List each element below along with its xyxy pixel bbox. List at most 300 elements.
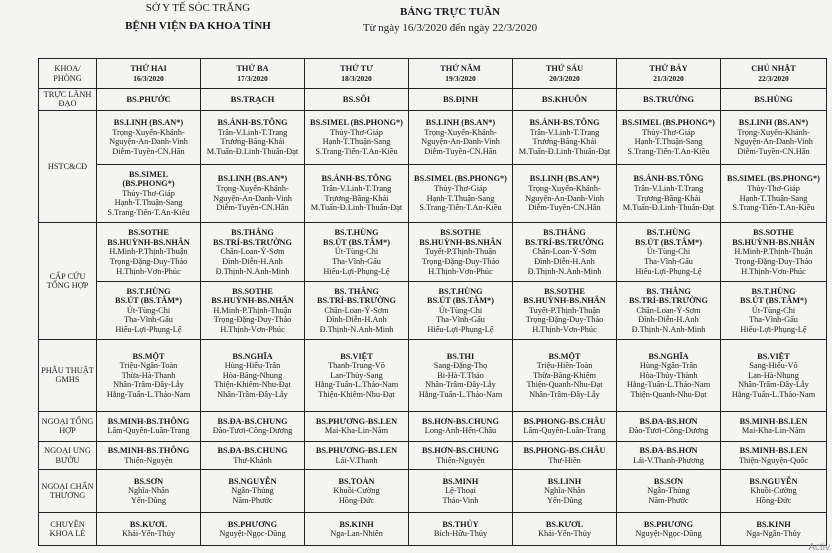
doctor-name: BS.ÁNH-BS.TÔNG: [633, 174, 704, 184]
staff-names: Thư-Khánh: [233, 455, 272, 465]
doctor-name: BS.T.HÙNG: [126, 286, 171, 296]
doctor-name: BS.HUỲNH-BS.NHÂN: [732, 237, 815, 247]
staff-names: Trân-V.Linh-T.Trang: [633, 184, 704, 194]
duty-cell: [513, 89, 617, 111]
doctor-name: BS.NGUYỄN: [749, 476, 798, 486]
duty-cell: [97, 470, 201, 513]
staff-names: Chăn-Loan-Ý-Sơm: [532, 247, 597, 257]
staff-names: Thủy-Thơ-Giáp: [642, 127, 695, 137]
staff-names: Nguyện-An-Danh-Vinh: [421, 137, 500, 147]
doctor-name: BS.SOTHE: [440, 228, 481, 238]
staff-names: Thủy-Thơ-Giáp: [747, 184, 800, 194]
department-label: CẤP CỨU TỔNG HỢP: [39, 223, 97, 340]
doctor-name: BS.MINH-BS.THÔNG: [107, 416, 190, 426]
staff-names: Triệu-Hiền-Toàn: [536, 361, 593, 371]
staff-names: Hiếu-Lợi-Phụng-Lệ: [115, 324, 182, 334]
duty-cell: [721, 223, 827, 281]
doctor-name: BS.NGHĨA: [648, 351, 689, 361]
day-header: [617, 59, 721, 89]
staff-names: Hạnh-T.Thuận-Sang: [426, 193, 495, 203]
corner-label: KHOA/ PHÒNG: [39, 59, 97, 89]
roster-row: [39, 340, 827, 411]
staff-names: Nguyện-An-Danh-Vinh: [213, 193, 292, 203]
duty-cell: [409, 442, 513, 470]
staff-names: Nga-Lan-Nhiên: [330, 529, 383, 539]
staff-names: Hằng-Tuấn-L.Thảo-Nam: [106, 389, 191, 399]
doctor-name: BS.ÚT (BS.TÂM*): [427, 296, 494, 306]
staff-names: Út-Tùng-Chi: [334, 247, 379, 257]
duty-cell: [305, 89, 409, 111]
staff-names: Lâm-Quyên-Luân-Trang: [107, 426, 190, 436]
doctor-name: BS.T.HÙNG: [334, 228, 379, 238]
staff-names: Hùng-Ngân-Trân: [639, 361, 698, 371]
staff-names: Hằng-Tuấn-L.Thảo-Nam: [314, 380, 399, 390]
staff-names: Chăn-Loan-Ý-Sơm: [636, 305, 701, 315]
doctor-name: BS.ĐA-BS.CHUNG: [217, 416, 288, 426]
duty-cell: [617, 89, 721, 111]
day-date: 20/3/2020: [549, 73, 580, 83]
staff-names: Tha-Vĩnh-Gấu: [332, 256, 381, 266]
staff-names: Khải-Yến-Thủy: [122, 529, 175, 539]
doctor-name: BS.SIMEL (BS.PHONG*): [310, 118, 403, 128]
doctor-name: BS. THẮNG: [334, 286, 379, 296]
staff-names: M.Tuấn-Đ.Linh-Thuấn-Đạt: [622, 203, 715, 213]
day-header: [97, 59, 201, 89]
staff-names: Trọng-Đặng-Duy-Thảo: [421, 256, 500, 266]
duty-cell: [617, 470, 721, 513]
duty-cell: [201, 281, 305, 339]
staff-names: Ngân-Thủng: [231, 486, 274, 496]
staff-names: Khải-Yến-Thủy: [538, 529, 591, 539]
staff-names: Tha-Vĩnh-Gấu: [124, 315, 173, 325]
staff-names: Lâm-Quyên-Luân-Trang: [523, 426, 606, 436]
duty-cell: [305, 411, 409, 441]
doctor-name: BS.ÚT (BS.TÂM*): [115, 296, 182, 306]
staff-names: Trọng-Xuyến-Khánh-: [216, 184, 289, 194]
duty-cell: [513, 470, 617, 513]
duty-cell: [201, 110, 305, 164]
duty-cell: [513, 340, 617, 411]
doctor-name: BS.KƯƠL: [545, 519, 584, 529]
duty-cell: [513, 281, 617, 339]
doctor-name: BS.TRƯỜNG: [642, 93, 694, 104]
day-date: 16/3/2020: [133, 73, 164, 83]
staff-names: Hằng-Tuấn-L.Thảo-Nam: [731, 389, 816, 399]
staff-names: Tha-Vĩnh-Gấu: [436, 315, 485, 325]
department-label: NGOẠI UNG BƯỚU: [39, 442, 97, 470]
duty-cell: [97, 223, 201, 281]
doctor-name: BS.HUỲNH-BS.NHÂN: [419, 237, 502, 247]
day-date: 17/3/2020: [237, 73, 268, 83]
staff-names: Lệ-Thoại: [445, 486, 476, 496]
roster-row: [39, 442, 827, 470]
date-range: Từ ngày 16/3/2020 đến ngày 22/3/2020: [362, 22, 538, 34]
staff-names: Út-Tùng-Chi: [126, 305, 171, 315]
staff-names: H.Thịnh-Vơn-Phúc: [220, 324, 285, 334]
doctor-name: BS.SOTHE: [232, 286, 273, 296]
staff-names: M.Tuấn-Đ.Linh-Thuấn-Đạt: [518, 146, 611, 156]
staff-names: Bích-Hữu-Thủy: [433, 529, 488, 539]
staff-names: M.Tuấn-Đ.Linh-Thuấn-Đạt: [206, 146, 299, 156]
staff-names: Út-Tùng-Chi: [751, 305, 796, 315]
staff-names: Hạnh-T.Thuận-Sang: [739, 193, 808, 203]
staff-names: Đ.Thịnh-N.Anh-Minh: [319, 324, 394, 334]
staff-names: Thủy-Thơ-Giáp: [122, 188, 175, 198]
day-name: THỨ TƯ: [340, 63, 373, 73]
duty-cell: [305, 281, 409, 339]
doctor-name: BS.TRÍ-BS.TRƯỜNG: [629, 296, 708, 306]
staff-names: Hằng-Tuấn-L.Thảo-Nam: [418, 389, 503, 399]
staff-names: Diễm-Tuyền-CN.Hân: [112, 146, 185, 156]
staff-names: Lái-V.Thanh: [335, 455, 378, 465]
doctor-name: BS.HƠN-BS.CHUNG: [422, 416, 499, 426]
doctor-name: BS.MINH-BS.LEN: [739, 445, 808, 455]
doctor-name: BS.HUỲNH-BS.NHÂN: [523, 296, 606, 306]
staff-names: Trân-V.Linh-T.Trang: [321, 184, 392, 194]
roster-row: [39, 513, 827, 546]
doctor-name: BS.SIMEL (BS.PHONG*): [414, 174, 507, 184]
doctor-name: BS.PHƯƠNG: [227, 519, 278, 529]
duty-cell: [201, 470, 305, 513]
doctor-name: BS.ÁNH-BS.TÔNG: [217, 118, 288, 128]
duty-cell: [409, 110, 513, 164]
duty-cell: [305, 470, 409, 513]
doctor-name: BS.LINH (BS.AN*): [425, 118, 496, 128]
doctor-name: BS.SƠN: [133, 476, 164, 486]
staff-names: Nhân-Trâm-Đây-Lẫy: [217, 389, 288, 399]
department-label: TRỰC LÃNH ĐẠO: [39, 89, 97, 111]
doctor-name: BS.SIMEL (BS.PHONG*): [622, 118, 715, 128]
staff-names: Út-Tùng-Chi: [646, 247, 691, 257]
staff-names: Nga-Ngân-Thủy: [746, 529, 801, 539]
doctor-name: BS.LINH: [547, 476, 582, 486]
duty-cell: [201, 442, 305, 470]
staff-names: S.Trang-Tiến-T.An-Kiều: [627, 146, 710, 156]
doctor-name: BS.THỦY: [442, 519, 479, 529]
doctor-name: BS.SOTHE: [544, 286, 585, 296]
duty-roster-table: [38, 58, 827, 546]
staff-names: Nguyệt-Ngọc-Dũng: [219, 529, 286, 539]
day-header: [201, 59, 305, 89]
doctor-name: BS.HƠN-BS.CHUNG: [422, 445, 499, 455]
staff-names: Mai-Kha-Lin-Năm: [324, 426, 389, 436]
staff-names: Đình-Diễn-H.Anh: [222, 256, 283, 266]
staff-names: Khuồi-Cường: [750, 486, 797, 496]
day-date: 22/3/2020: [758, 73, 789, 83]
doctor-name: BS.MINH: [442, 476, 479, 486]
staff-names: Thiện-Nguyện-Quốc: [738, 455, 809, 465]
doctor-name: (BS.PHONG*): [122, 179, 175, 189]
doctor-name: BS.LINH (BS.AN*): [113, 118, 184, 128]
doctor-name: BS.THẮNG: [543, 228, 586, 238]
roster-row: [39, 470, 827, 513]
staff-names: Thừa-Hà-Thanh: [121, 370, 176, 380]
duty-cell: [305, 513, 409, 546]
staff-names: Năm-Phước: [648, 496, 689, 506]
staff-names: Trọng-Đặng-Duy-Thảo: [109, 256, 188, 266]
staff-names: Thừa-Băng-Khiêm: [532, 370, 597, 380]
staff-names: Lan-Hà-Nhung: [748, 370, 799, 380]
staff-names: Nghĩa-Nhân: [127, 486, 169, 496]
staff-names: Thiện-Nguyện: [436, 455, 485, 465]
doctor-name: BS.SOTHE: [128, 228, 169, 238]
duty-cell: [617, 340, 721, 411]
doctor-name: BS.ÚT (BS.TÂM*): [323, 237, 390, 247]
staff-names: Hằng-Tuấn-L.Thảo-Nam: [626, 380, 711, 390]
staff-names: Nhân-Trâm-Đây-Lẫy: [529, 389, 600, 399]
doctor-name: BS.PHƯƠNG-BS.LEN: [315, 416, 398, 426]
staff-names: Đào-Tươi-Công-Dương: [212, 426, 293, 436]
staff-names: S.Trang-Tiến-T.An-Kiều: [732, 203, 815, 213]
duty-cell: [305, 164, 409, 222]
staff-names: Trương-Băng-Khải: [636, 193, 701, 203]
staff-names: S.Trang-Tiến-T.An-Kiều: [419, 203, 502, 213]
duty-cell: [409, 223, 513, 281]
duty-cell: [513, 110, 617, 164]
duty-cell: [513, 513, 617, 546]
doctor-name: BS.TRÍ-BS.TRƯỜNG: [525, 237, 604, 247]
doctor-name: BS.MỘT: [132, 351, 165, 361]
department-label: NGOẠI TỔNG HỢP: [39, 411, 97, 441]
duty-cell: [721, 470, 827, 513]
doctor-name: BS.MINH-BS.LEN: [739, 416, 808, 426]
doctor-name: BS.ĐA-BS.HƠN: [639, 416, 698, 426]
staff-names: Trương-Băng-Khải: [324, 193, 389, 203]
staff-names: Thiện-Nguyện: [124, 455, 173, 465]
doctor-name: BS.ÚT (BS.TÂM*): [740, 296, 807, 306]
doctor-name: BS.T.HÙNG: [751, 286, 796, 296]
roster-row: [39, 223, 827, 281]
duty-cell: [617, 223, 721, 281]
doctor-name: BS.T.HÙNG: [646, 228, 691, 238]
duty-cell: [721, 411, 827, 441]
duty-cell: [513, 442, 617, 470]
day-header: [721, 59, 827, 89]
doctor-name: BS.PHƯƠNG: [643, 519, 694, 529]
doctor-name: BS.PHƯỚC: [126, 93, 171, 104]
department-label: NGOẠI CHẤN THƯƠNG: [39, 470, 97, 513]
doctor-name: BS.THI: [446, 351, 475, 361]
staff-names: S.Trang-Tiến-T.An-Kiều: [315, 146, 398, 156]
staff-names: H.Thịnh-Vơn-Phúc: [116, 266, 181, 276]
duty-cell: [97, 340, 201, 411]
roster-row: [39, 89, 827, 111]
doctor-name: BS.NGHĨA: [232, 351, 273, 361]
duty-cell: [617, 513, 721, 546]
staff-names: Thảo-Vinh: [442, 496, 479, 506]
duty-cell: [409, 513, 513, 546]
duty-cell: [201, 340, 305, 411]
day-name: THỨ HAI: [130, 63, 167, 73]
duty-cell: [721, 513, 827, 546]
staff-names: Trân-V.Linh-T.Trang: [529, 127, 600, 137]
duty-cell: [409, 89, 513, 111]
duty-cell: [97, 89, 201, 111]
staff-names: H.Thịnh-Vơn-Phúc: [428, 266, 493, 276]
day-name: THỨ SÁU: [545, 63, 584, 73]
staff-names: Thủy-Thơ-Giáp: [434, 184, 487, 194]
doctor-name: BS.KHUÔN: [541, 93, 588, 104]
duty-cell: [513, 223, 617, 281]
staff-names: Nhân-Trâm-Đây-Lẫy: [113, 380, 184, 390]
doctor-name: BS.PHƯƠNG-BS.LEN: [315, 445, 398, 455]
duty-cell: [201, 223, 305, 281]
staff-names: M.Tuấn-Đ.Linh-Thuấn-Đạt: [310, 203, 403, 213]
day-date: 18/3/2020: [341, 73, 372, 83]
duty-cell: [409, 470, 513, 513]
staff-names: Thư-Hiền: [548, 455, 581, 465]
doctor-name: BS.TRẠCH: [230, 93, 275, 104]
staff-names: H.Minh-P.Thịnh-Thuận: [213, 305, 292, 315]
doctor-name: BS.ÁNH-BS.TÔNG: [529, 118, 600, 128]
doctor-name: BS.PHONG-BS.CHÂU: [523, 445, 606, 455]
staff-names: Bi-Hà-T.Thảo: [437, 370, 484, 380]
roster-row: [39, 110, 827, 164]
roster-row: [39, 411, 827, 441]
staff-names: Yến-Dũng: [546, 496, 583, 506]
staff-names: Trọng-Đặng-Duy-Thảo: [213, 315, 292, 325]
staff-names: Khuồi-Cường: [333, 486, 380, 496]
staff-names: Hồng-Đức: [338, 496, 375, 506]
staff-names: Diễm-Tuyền-CN.Hân: [216, 203, 289, 213]
duty-cell: [513, 164, 617, 222]
day-header: [513, 59, 617, 89]
day-name: THỨ BẢY: [649, 63, 688, 73]
staff-names: Hòa-Băng-Nhung: [222, 370, 283, 380]
staff-names: Nhân-Trâm-Đây-Lẫy: [425, 380, 496, 390]
staff-names: Thiện-Quanh-Nhu-Đạt: [630, 389, 707, 399]
duty-cell: [513, 411, 617, 441]
staff-names: Đ.Thịnh-N.Anh-Minh: [215, 266, 290, 276]
doctor-name: BS.ĐA-BS.HƠN: [639, 445, 698, 455]
staff-names: Trương-Băng-Khải: [220, 137, 285, 147]
duty-cell: [305, 223, 409, 281]
staff-names: Trọng-Xuyến-Khánh-: [528, 184, 601, 194]
staff-names: Thiện-Khiêm-Nhu-Đạt: [214, 380, 291, 390]
staff-names: Sang-Đặng-Thọ: [433, 361, 488, 371]
staff-names: Tha-Vĩnh-Gấu: [749, 315, 798, 325]
duty-cell: [409, 164, 513, 222]
duty-cell: [97, 513, 201, 546]
doctor-name: BS.TRÍ-BS.TRƯỜNG: [317, 296, 396, 306]
staff-names: Diễm-Tuyền-CN.Hân: [424, 146, 497, 156]
doctor-name: BS.VIỆT: [340, 351, 373, 361]
staff-names: Chăn-Loan-Ý-Sơm: [324, 305, 389, 315]
doctor-name: BS.T.HÙNG: [438, 286, 483, 296]
day-header: [305, 59, 409, 89]
staff-names: Thiện-Quanh-Nhu-Đạt: [526, 380, 603, 390]
duty-cell: [617, 442, 721, 470]
staff-names: Hạnh-T.Thuận-Sang: [322, 137, 391, 147]
doctor-name: BS.VIỆT: [757, 351, 790, 361]
agency-name: SỞ Y TẾ SÓC TRĂNG: [145, 2, 251, 14]
staff-names: Trọng-Xuyến-Khánh-: [112, 127, 185, 137]
duty-cell: [409, 411, 513, 441]
doctor-name: BS.HUỲNH-BS.NHÂN: [211, 296, 294, 306]
doctor-name: BS.MINH-BS.THÔNG: [107, 445, 190, 455]
day-name: THỨ NĂM: [440, 63, 481, 73]
staff-names: Yến-Dũng: [130, 496, 167, 506]
staff-names: Trọng-Đặng-Duy-Thảo: [734, 256, 813, 266]
doctor-name: BS.PHONG-BS.CHÂU: [523, 416, 606, 426]
staff-names: Lan-Thủy-Sang: [330, 370, 383, 380]
doctor-name: BS.MỘT: [548, 351, 581, 361]
doctor-name: BS.KINH: [756, 519, 791, 529]
day-name: CHỦ NHẬT: [751, 63, 796, 73]
doctor-name: BS.SOTHE: [753, 228, 794, 238]
staff-names: Chăn-Loan-Ý-Sơm: [220, 247, 285, 257]
doctor-name: BS.NGUYỄN: [228, 476, 277, 486]
staff-names: H.Thịnh-Vơn-Phúc: [532, 324, 597, 334]
staff-names: Ngân-Thủng: [647, 486, 690, 496]
staff-names: Thiện-Khiêm-Nhu-Đạt: [318, 389, 395, 399]
doctor-name: BS. THẮNG: [646, 286, 691, 296]
staff-names: Trương-Băng-Khải: [532, 137, 597, 147]
staff-names: Hiếu-Lợi-Phụng-Lệ: [323, 266, 390, 276]
staff-names: H.Thịnh-Vơn-Phúc: [741, 266, 806, 276]
duty-cell: [97, 411, 201, 441]
duty-cell: [617, 164, 721, 222]
doctor-name: BS.SÔI: [342, 93, 371, 104]
doctor-name: BS.LINH (BS.AN*): [738, 118, 809, 128]
staff-names: H.Minh-P.Thịnh-Thuận: [109, 247, 188, 257]
duty-cell: [409, 340, 513, 411]
staff-names: Triệu-Ngân-Toàn: [119, 361, 178, 371]
duty-cell: [721, 281, 827, 339]
staff-names: Đình-Diễn-H.Anh: [326, 315, 387, 325]
day-date: 21/3/2020: [653, 73, 684, 83]
document-title: BẢNG TRỰC TUẦN: [399, 6, 501, 18]
duty-cell: [97, 164, 201, 222]
roster-row: [39, 164, 827, 222]
doctor-name: BS.KINH: [339, 519, 374, 529]
department-label: CHUYÊN KHOA LẺ: [39, 513, 97, 546]
duty-cell: [201, 513, 305, 546]
staff-names: Nhân-Trâm-Đây-Lẫy: [738, 380, 809, 390]
duty-cell: [97, 281, 201, 339]
staff-names: Nguyện-An-Danh-Vinh: [109, 137, 188, 147]
duty-cell: [721, 340, 827, 411]
doctor-name: BS.ÚT (BS.TÂM*): [635, 237, 702, 247]
staff-names: Nguyệt-Ngọc-Dũng: [635, 529, 702, 539]
doctor-name: BS.HÙNG: [754, 93, 793, 104]
day-header: [409, 59, 513, 89]
duty-cell: [305, 340, 409, 411]
staff-names: Đình-Diễn-H.Anh: [534, 256, 595, 266]
duty-cell: [721, 89, 827, 111]
staff-names: Trân-V.Linh-T.Trang: [217, 127, 288, 137]
staff-names: Đ.Thịnh-N.Anh-Minh: [527, 266, 602, 276]
staff-names: Thanh-Trung-Võ: [328, 361, 385, 371]
staff-names: Trọng-Đặng-Duy-Thảo: [525, 315, 604, 325]
staff-names: Đ.Thịnh-N.Anh-Minh: [631, 324, 706, 334]
roster-row: [39, 281, 827, 339]
doctor-name: BS.LINH (BS.AN*): [529, 174, 600, 184]
staff-names: Nguyện-An-Danh-Vinh: [525, 193, 604, 203]
duty-cell: [617, 110, 721, 164]
doctor-name: BS.SƠN: [653, 476, 684, 486]
staff-names: Tuyết-P.Thịnh-Thuận: [424, 247, 497, 257]
staff-names: Hiếu-Lợi-Phụng-Lệ: [635, 266, 702, 276]
staff-names: Hiếu-Lợi-Phụng-Lệ: [740, 324, 807, 334]
staff-names: Long-Anh-Hến-Châu: [424, 426, 497, 436]
staff-names: Hồng-Đức: [755, 496, 792, 506]
doctor-name: BS.SIMEL (BS.PHONG*): [727, 174, 820, 184]
duty-cell: [721, 442, 827, 470]
staff-names: Trọng-Xuyến-Khánh-: [424, 127, 497, 137]
duty-cell: [97, 110, 201, 164]
staff-names: Mai-Kha-Lin-Năm: [741, 426, 806, 436]
